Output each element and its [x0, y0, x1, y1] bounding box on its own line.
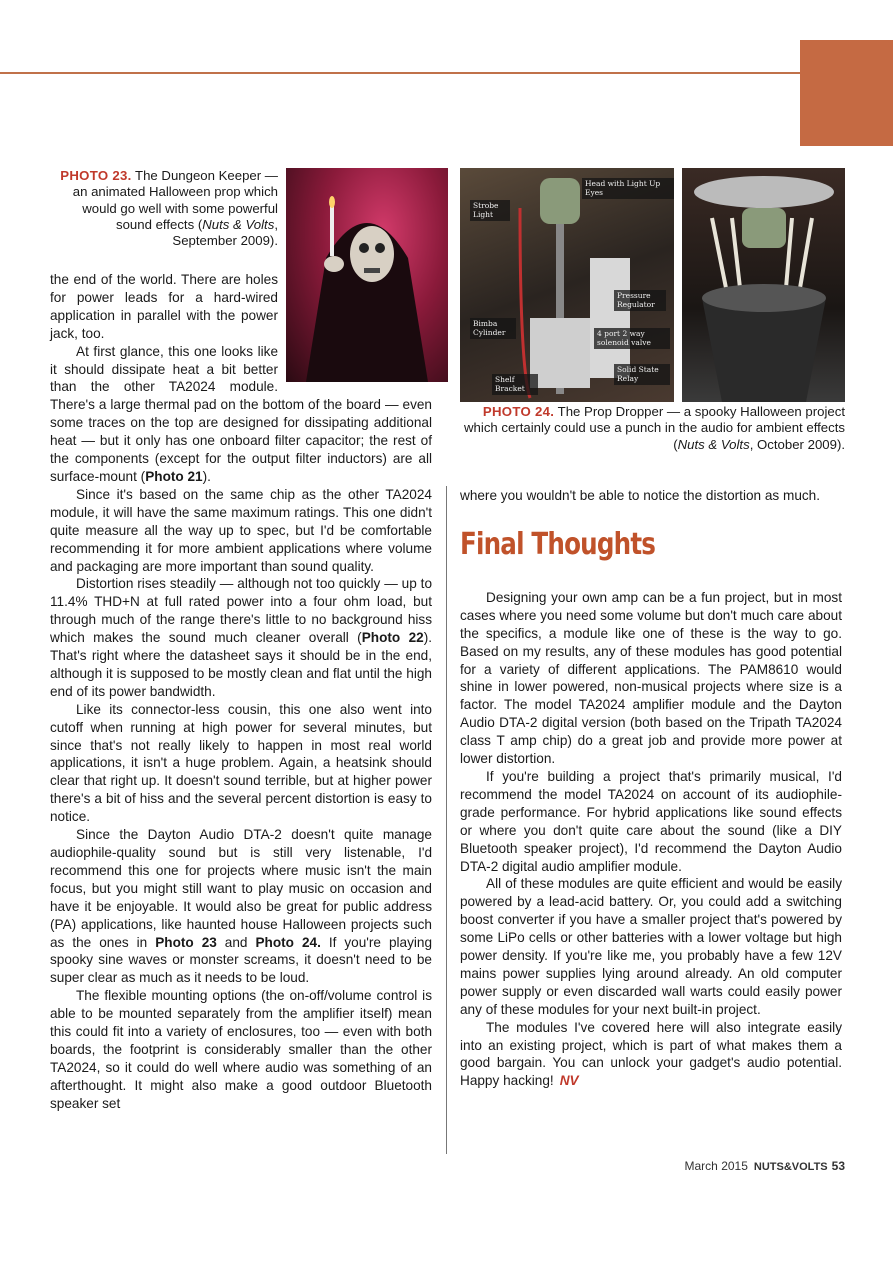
photo-23-label: PHOTO 23.	[60, 168, 132, 183]
top-rule	[0, 72, 800, 74]
paragraph: The modules I've covered here will also integrate easily into an existing project, which is part of what makes them a good bargain. You can unlock your gadget's audio potential. Happy hacking! NV	[460, 1019, 842, 1089]
paragraph: Designing your own amp can be a fun project, but in most cases where you need some volume but don't much care about the specifics, a module like one of these is the way to go. Based on my results, any of these modules has good potential for a variety of different applications. The PAM8610 would shine in lower powered, non-musical projects where size is a factor. The model TA2024 amplifier module and the Dayton Audio DTA-2 digital version (both based on the Tripath TA2024 class T amp chip) do a great job and provide more power at lower distortion.	[460, 589, 842, 767]
paragraph: where you wouldn't be able to notice the distortion as much.	[460, 488, 821, 503]
paragraph: Since the Dayton Audio DTA-2 doesn't quite manage audiophile-quality sound but is still very listenable, I'd recommend this one for projects where music isn't the main focus, but you might still want to play music on occasion and have it be enjoyable. It would also be great for public address (PA) applications, like haunted house Halloween projects such as the ones in Photo 23 and Photo 24. If you're playing spooky sine waves or monster screams, it doesn't need to be super clear as much as it needs to be loud.	[50, 827, 433, 986]
nv-end-mark: NV	[559, 1073, 579, 1089]
label-shelf: Shelf Bracket	[492, 374, 538, 395]
photo-23-wrap-space	[284, 271, 432, 386]
label-head: Head with Light Up Eyes	[582, 178, 674, 199]
label-relay: Solid State Relay	[614, 364, 670, 385]
column-divider	[446, 486, 447, 1154]
paragraph: The flexible mounting options (the on-off/volume control is able to be mounted separately from the amplifier itself) mean this could fit into a variety of enclosures, too — even with both boards, the footprint is considerably smaller than the other TA2024, so it could do well where audio was something of an afterthought. It might also make a good outdoor Bluetooth speaker set	[50, 988, 432, 1111]
skeleton-trash-can-illustration	[682, 168, 845, 402]
label-valve: 4 port 2 way solenoid valve	[594, 328, 670, 349]
paragraph: If you're building a project that's primarily musical, I'd recommend the model TA2024 on account of its audiophile-grade performance. For hybrid applications like sound effects or where you don't quite care about the sound (like a DIY Bluetooth speaker project), I'd recommend the Dayton Audio DTA-2 digital audio amplifier module.	[460, 768, 842, 874]
left-column	[50, 271, 432, 1113]
label-bimba: Bimba Cylinder	[470, 318, 516, 339]
photo-24-label: PHOTO 24.	[482, 404, 555, 419]
right-column	[460, 487, 842, 1090]
photo-24-prop-dropper-left	[460, 168, 674, 402]
photo-24-prop-dropper-right	[682, 168, 845, 402]
paragraph: the end of the world. There are holes for power leads for a hard-wired application in parallel with the power jack, too.	[50, 272, 278, 341]
photo-24-caption: PHOTO 24. The Prop Dropper — a spooky Halloween project which certainly could use a punch in the audio for ambient effects (Nuts & Volts, October 2009).	[464, 404, 845, 452]
page-number: 53	[831, 1159, 845, 1173]
paragraph: Distortion rises steadily — although not too quickly — up to 11.4% THD+N at full rated power into a four ohm load, but through much of the range there's little to no background hiss which makes the sound much cleaner overall (Photo 22). That's right where the datasheet says it should be in the end, although it is supposed to be mostly clean and flat until the high end of its power bandwidth.	[50, 576, 433, 699]
paragraph: Like its connector-less cousin, this one also went into cutoff when running at high power for several minutes, but since that's not really likely to happen in most real world applications, it isn't a huge problem. Again, a heatsink should clear that right up. It doesn't sound terrible, but at higher power there's a bit of hiss and the several percent distortion is easy to notice.	[50, 701, 432, 825]
magazine-name: NUTS&VOLTS	[753, 1161, 828, 1173]
issue-date: March 2015	[684, 1159, 748, 1173]
corner-color-block	[800, 40, 893, 146]
paragraph: All of these modules are quite efficient and would be easily powered by a lead-acid battery. Or, you could add a switching boost converter if you have a smaller project that's powered by some LiPo cells or other batteries with a lower voltage but high power density. If you're like me, you probably have a few 12V mains power supplies lying around already. An old computer power supply or even discarded wall warts could easily power any of these modules for your next built-in project.	[460, 876, 842, 1017]
paragraph: At first glance, this one looks like it should dissipate heat a bit better than the other TA2024 module. There's a large thermal pad on the bottom of the board — even some traces on the top are designed for dissipating additional heat — but it only has one onboard filter capacitor; the rest of the components (except for the output filter inductors) are all surface-mount (Photo 21).	[50, 343, 432, 484]
section-heading: Final Thoughts	[460, 526, 656, 562]
label-strobe: Strobe Light	[470, 200, 510, 221]
page-footer	[600, 1158, 845, 1175]
photo-23-caption: PHOTO 23. The Dungeon Keeper — an animated Halloween prop which would go well with some powerful sound effects (Nuts & Volts, September 2009).	[60, 168, 278, 249]
paragraph: Since it's based on the same chip as the other TA2024 module, it will have the same maximum ratings. This one didn't quite measure all the way up to spec, but I'd be comfortable recommending it for more ambient applications where volume and packaging are more important than sound quality.	[50, 486, 432, 574]
label-pressure: Pressure Regulator	[614, 290, 666, 311]
